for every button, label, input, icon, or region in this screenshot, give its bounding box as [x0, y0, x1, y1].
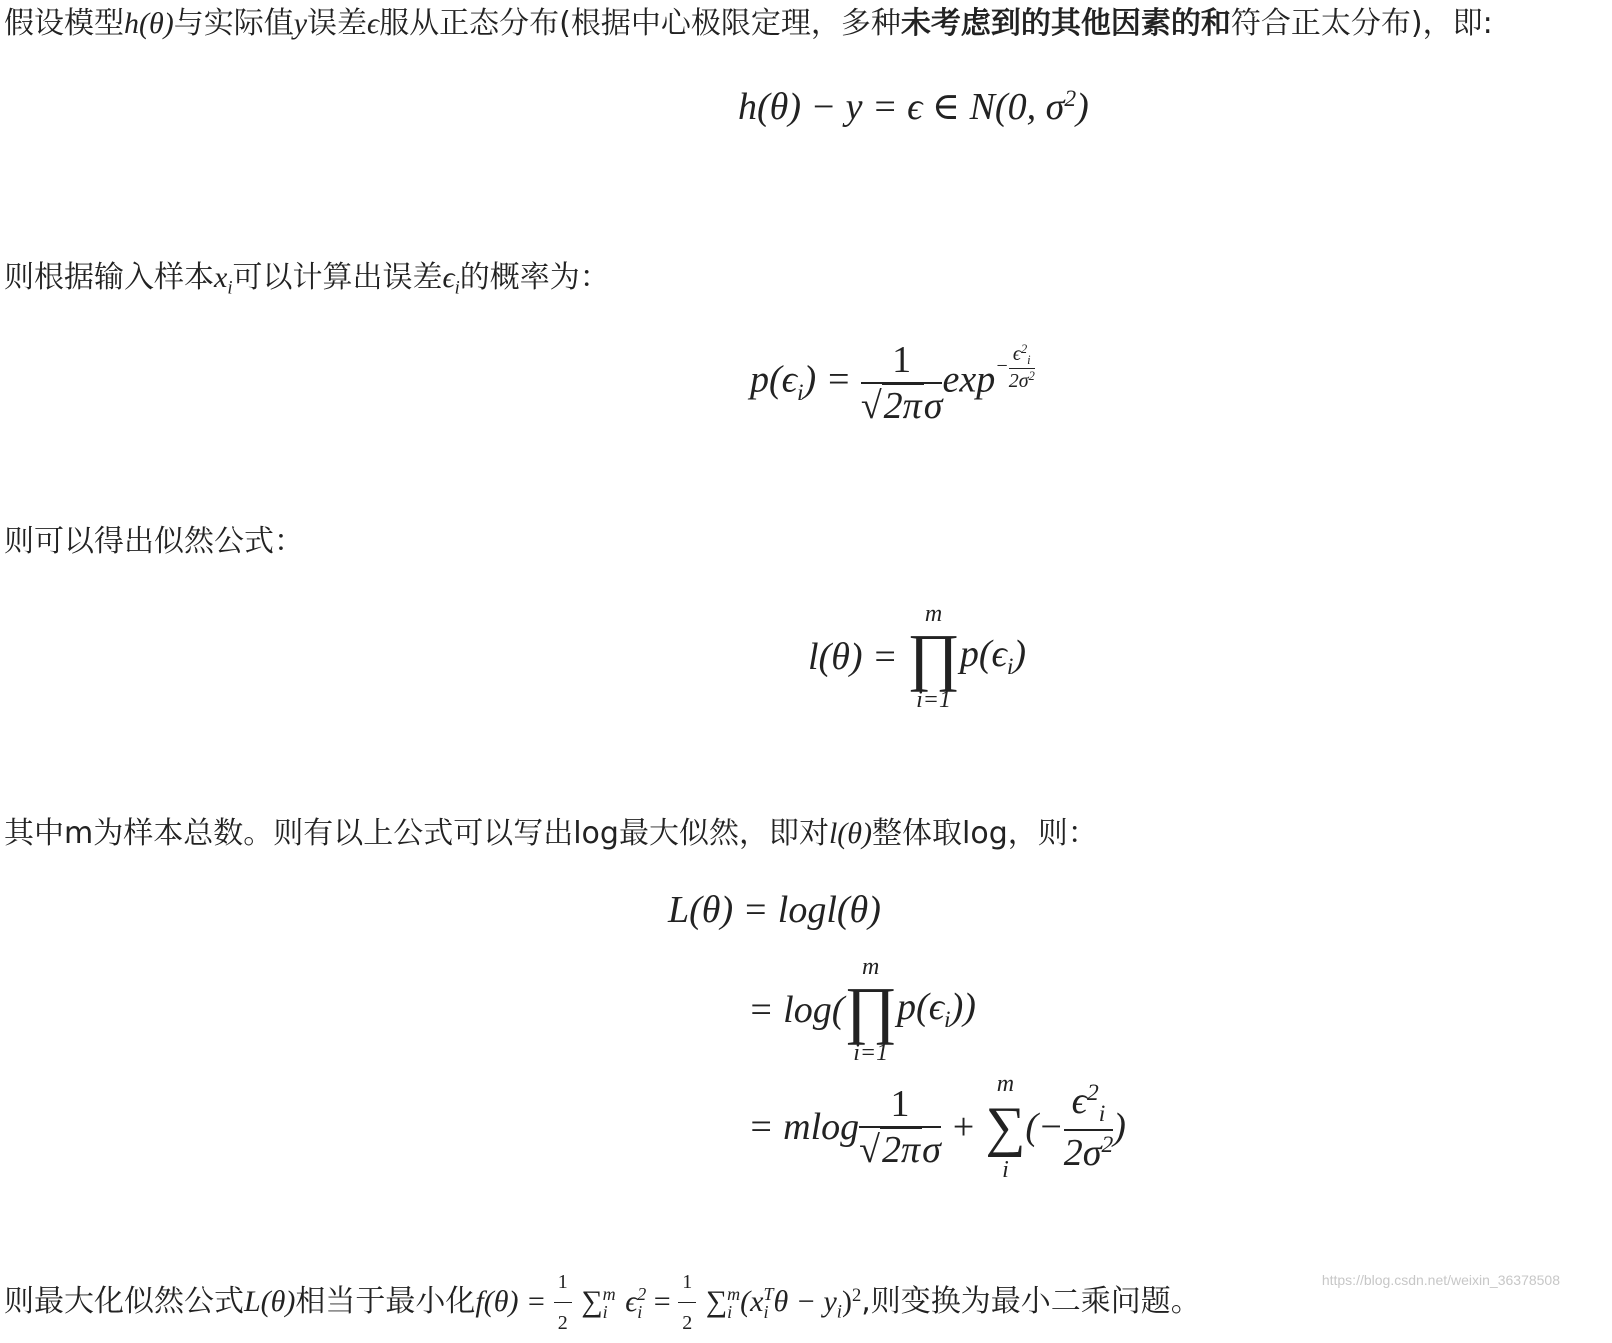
product-symbol: ∏ — [844, 974, 898, 1045]
sign: − — [995, 354, 1009, 377]
eq-text: logl(θ) — [777, 889, 881, 931]
fraction — [859, 1082, 941, 1172]
radicand: 2π — [883, 385, 922, 427]
eq-text: θ − y — [773, 1285, 837, 1318]
text: 的概率为： — [459, 260, 610, 295]
numerator: 1 — [554, 1262, 572, 1303]
eq-text: h(θ) − y = ϵ ∈ N(0, σ — [738, 86, 1065, 128]
half-fraction — [678, 1262, 696, 1343]
op-upper: m — [862, 954, 880, 980]
math-inline: l(θ) — [828, 817, 873, 850]
math-inline: ϵ — [367, 7, 380, 40]
math-inline: ϵ — [442, 261, 455, 294]
eq-text: l(θ) = — [808, 636, 908, 678]
text: 其中m为样本总数。则有以上公式可以写出log最大似然，即对 — [4, 816, 829, 851]
eq-text: ) = — [803, 358, 861, 401]
fraction — [861, 338, 943, 428]
x-scripts — [763, 1285, 773, 1321]
eq-sub: i — [944, 1007, 951, 1034]
eq-text: p(ϵ — [750, 358, 797, 401]
op-upper: m — [924, 601, 943, 627]
eq-text: p(ϵ — [959, 633, 1007, 676]
paragraph-1 — [4, 4, 1493, 44]
eq-text: ) — [1113, 1106, 1126, 1148]
eq-sup: 2 — [1101, 1131, 1114, 1158]
exponent — [995, 342, 1035, 393]
op-upper: m — [602, 1283, 616, 1304]
eq-text: = log( — [748, 989, 845, 1031]
fraction — [1009, 342, 1035, 393]
paragraph-3 — [4, 522, 304, 562]
text: 符合正太分布)，即: — [1230, 6, 1493, 41]
math-inline: h(θ) — [124, 7, 174, 40]
op-lower: i — [727, 1301, 733, 1322]
equation-log-likelihood-line-3 — [748, 1072, 1126, 1182]
eq-text: ϵ — [1012, 342, 1021, 365]
denominator — [1064, 1131, 1114, 1175]
eq-sup: 2 — [1064, 86, 1077, 113]
sum-limits — [727, 1285, 740, 1321]
eq-sup: T — [763, 1283, 774, 1304]
paragraph-4 — [4, 814, 1098, 854]
equation-probability — [750, 338, 1035, 428]
text: 整体取log，则： — [872, 816, 1098, 851]
sum-symbol: ∑ — [581, 1285, 603, 1318]
eps-scripts — [637, 1285, 646, 1321]
product-operator — [907, 602, 960, 712]
eq-sub: i — [1098, 1101, 1106, 1128]
paragraph-5 — [4, 1262, 1201, 1343]
numerator — [1009, 342, 1035, 369]
math-inline: L(θ) — [244, 1285, 296, 1318]
math-sub: i — [454, 277, 460, 299]
eq-sub: i — [1027, 352, 1031, 367]
eq-sub: i — [796, 379, 804, 406]
eq-text: )) — [950, 986, 976, 1029]
denominator: 2 — [682, 1312, 693, 1334]
op-upper: m — [996, 1071, 1015, 1097]
text: 与实际值 — [173, 6, 294, 41]
eq-text: ϵ — [1071, 1080, 1087, 1123]
product-symbol: ∏ — [907, 621, 960, 692]
op-lower: i=1 — [916, 687, 951, 713]
sum-operator — [985, 1072, 1025, 1182]
eq-sub: i — [763, 1301, 769, 1322]
sqrt: √2π — [860, 385, 922, 427]
math-inline: f(θ) = — [475, 1285, 554, 1318]
eq-sup: 2 — [637, 1283, 647, 1304]
paragraph-2 — [4, 258, 610, 309]
numerator: 1 — [861, 338, 943, 384]
sum-limits — [603, 1285, 616, 1321]
fraction — [1064, 1079, 1114, 1174]
half-fraction — [554, 1262, 572, 1343]
eq-text: + — [940, 1106, 986, 1148]
radicand: 2π — [882, 1129, 921, 1171]
watermark: https://blog.csdn.net/weixin_36378508 — [1321, 1272, 1560, 1288]
denominator: 2 — [557, 1312, 568, 1334]
op-lower: i=1 — [853, 1040, 889, 1066]
math-inline: y — [293, 7, 308, 40]
equation-log-likelihood-line-1 — [668, 888, 881, 932]
eq-sup: 2 — [851, 1284, 862, 1306]
sum-symbol: ∑ — [705, 1285, 728, 1318]
op-lower: i — [602, 1301, 608, 1322]
sum-symbol: ∑ — [985, 1096, 1026, 1158]
equation-error-distribution — [738, 84, 1089, 129]
bold-text: 未考虑到的其他因素的和 — [900, 6, 1231, 41]
eq-sup: 2 — [1020, 341, 1028, 356]
eq-rhs — [897, 986, 976, 1034]
text: 服从正态分布(根据中心极限定理，多种 — [379, 6, 901, 41]
eq-text: exp — [942, 358, 996, 401]
eq-sup: 2 — [1086, 1080, 1099, 1107]
eq-text: p(ϵ — [897, 986, 945, 1029]
text: 可以计算出误差 — [232, 260, 443, 295]
eq-sub: i — [637, 1301, 643, 1322]
op-upper: m — [727, 1283, 741, 1304]
text: 误差 — [307, 6, 368, 41]
sqrt: √2π — [859, 1129, 921, 1171]
text: 则最大化似然公式 — [4, 1284, 244, 1319]
text: 则可以得出似然公式： — [4, 524, 304, 559]
op-lower: i — [1002, 1157, 1009, 1183]
eq-text: 2σ — [1008, 369, 1029, 392]
numerator: 1 — [678, 1262, 696, 1303]
eq-text: 2σ — [1063, 1131, 1102, 1174]
numerator: 1 — [859, 1082, 941, 1128]
denominator — [859, 1128, 941, 1172]
eq-text: (x — [740, 1285, 764, 1318]
eq-text: = — [646, 1285, 679, 1318]
eq-sub: i — [1006, 654, 1014, 681]
sigma: σ — [923, 385, 943, 427]
equation-log-likelihood-line-2 — [748, 955, 976, 1065]
math-sub: i — [227, 277, 233, 299]
eq-sup: 2 — [1028, 368, 1035, 383]
eq-text: ϵ — [625, 1285, 638, 1318]
product-operator — [844, 955, 897, 1065]
denominator — [861, 384, 943, 428]
sigma: σ — [922, 1129, 941, 1171]
equation-likelihood — [808, 602, 1026, 712]
eq-text: ) — [1076, 86, 1089, 128]
eq-text: ) — [1013, 633, 1027, 676]
text: 相当于最小化 — [295, 1284, 476, 1319]
numerator — [1064, 1079, 1114, 1130]
eq-text: (− — [1025, 1106, 1064, 1148]
text: 假设模型 — [4, 6, 124, 41]
eq-text: L(θ) = — [668, 889, 778, 931]
text: ,则变换为最小二乘问题。 — [861, 1284, 1201, 1319]
eq-text: ) — [841, 1285, 852, 1318]
eq-sub: i — [836, 1301, 842, 1323]
denominator — [1009, 369, 1035, 393]
eq-rhs — [959, 633, 1027, 681]
eq-text: = mlog — [748, 1106, 860, 1148]
text: 则根据输入样本 — [4, 260, 214, 295]
math-inline: x — [214, 261, 228, 294]
